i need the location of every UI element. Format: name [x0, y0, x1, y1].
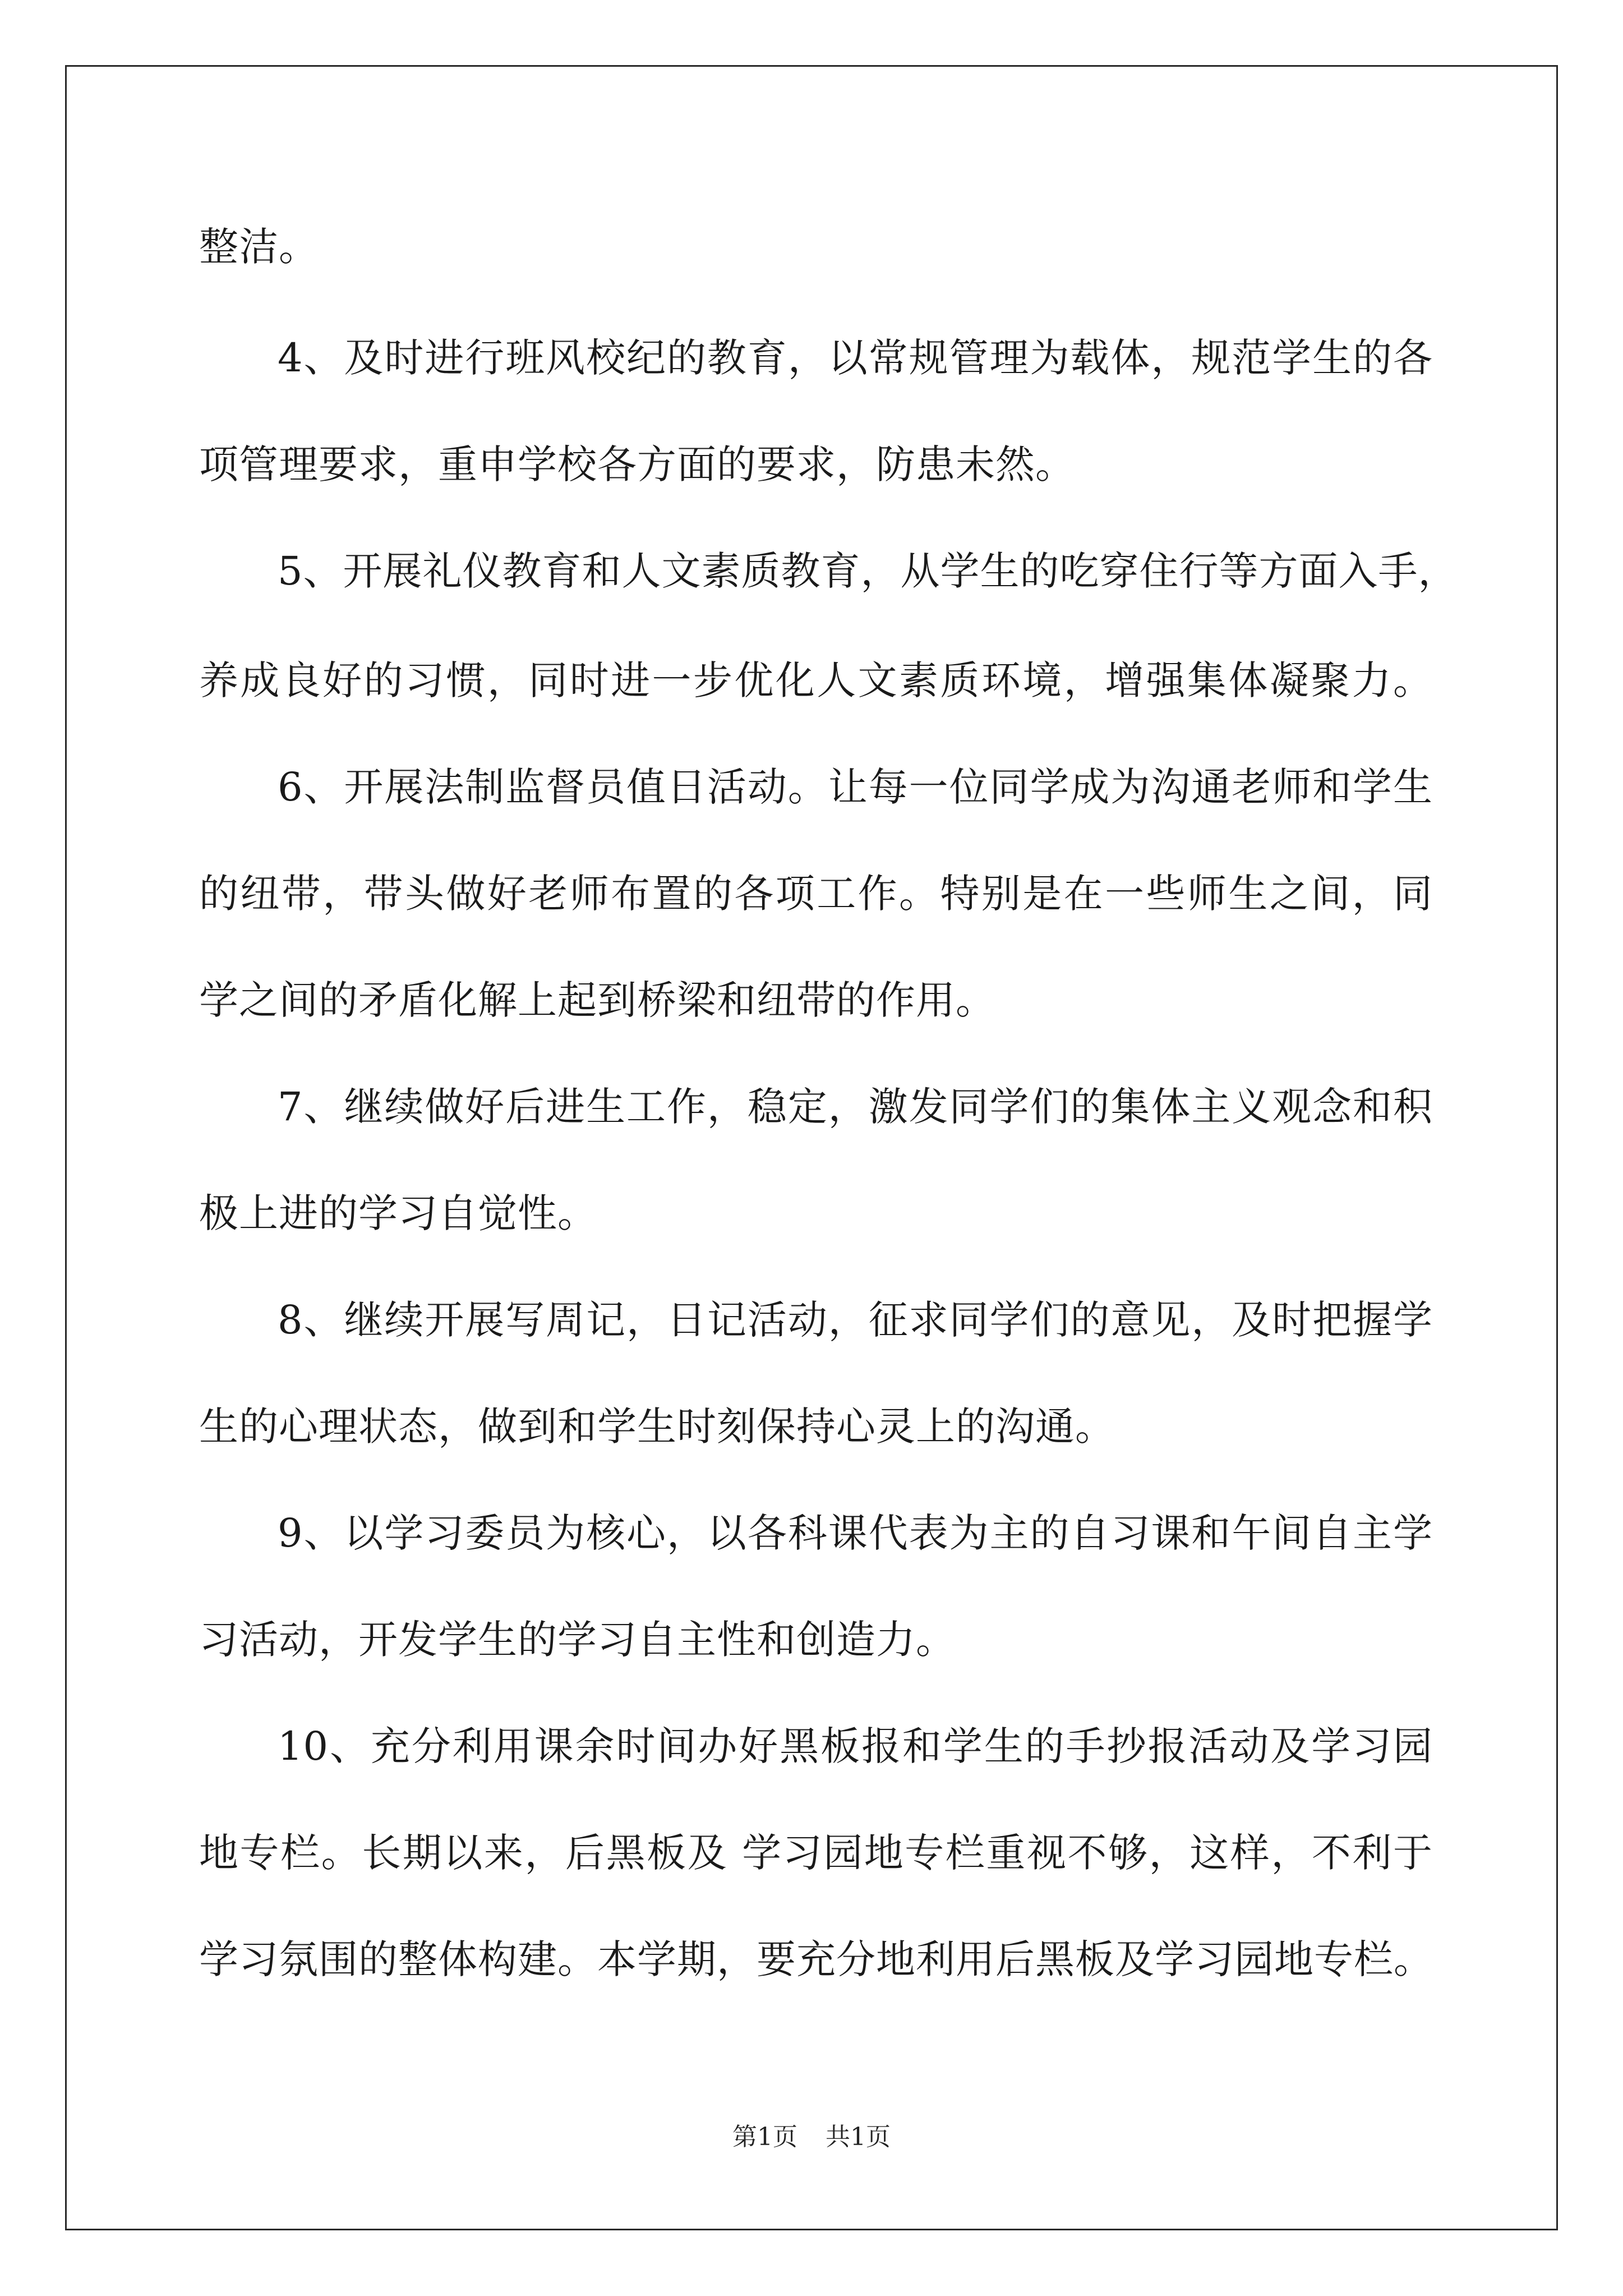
- text-line: 9、以学习委员为核心，以各科课代表为主的自习课和午间自主学: [278, 1510, 1433, 1556]
- text-line: 养成良好的习惯，同时进一步优化人文素质环境，增强集体凝聚力。: [199, 657, 1433, 703]
- text-line: 学习氛围的整体构建。本学期，要充分地利用后黑板及学习园地专栏。: [199, 1936, 1433, 1982]
- text-line: 8、继续开展写周记，日记活动，征求同学们的意见，及时把握学: [278, 1297, 1433, 1343]
- text-line: 的纽带，带头做好老师布置的各项工作。特别是在一些师生之间，同: [199, 871, 1433, 917]
- page-number: 第1页: [732, 2123, 797, 2151]
- text-line: 极上进的学习自觉性。: [199, 1190, 597, 1236]
- text-line: 10、充分利用课余时间办好黑板报和学生的手抄报活动及学习园: [278, 1723, 1433, 1769]
- text-line: 项管理要求，重申学校各方面的要求，防患未然。: [199, 441, 1075, 487]
- text-line: 6、开展法制监督员值日活动。让每一位同学成为沟通老师和学生: [278, 764, 1433, 810]
- page-footer: [0, 2120, 1623, 2154]
- text-line: 7、继续做好后进生工作，稳定，激发同学们的集体主义观念和积: [278, 1084, 1433, 1130]
- text-line: 生的心理状态，做到和学生时刻保持心灵上的沟通。: [199, 1404, 1115, 1450]
- text-line: 习活动，开发学生的学习自主性和创造力。: [199, 1617, 956, 1663]
- text-line: 地专栏。长期以来，后黑板及 学习园地专栏重视不够，这样，不利于: [199, 1830, 1433, 1876]
- text-line: 整洁。: [199, 224, 319, 270]
- text-line: 4、及时进行班风校纪的教育，以常规管理为载体，规范学生的各: [278, 335, 1433, 381]
- text-line: 学之间的矛盾化解上起到桥梁和纽带的作用。: [199, 977, 995, 1023]
- text-line: 5、开展礼仪教育和人文素质教育，从学生的吃穿住行等方面入手，: [278, 548, 1458, 594]
- page-total: 共1页: [826, 2123, 891, 2151]
- page-border: [65, 65, 1558, 2230]
